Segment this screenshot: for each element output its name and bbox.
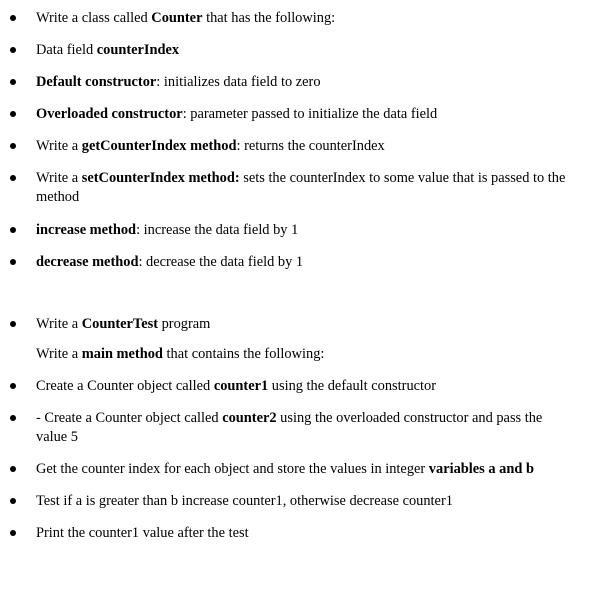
- list-item: Data field counterIndex: [36, 42, 180, 58]
- list-item: Create a Counter object called counter1 using the default constructor: [36, 378, 437, 394]
- paragraph: Write a main method that contains the following:: [36, 346, 325, 362]
- bullet-icon: [10, 259, 16, 265]
- bullet-icon: [10, 47, 16, 53]
- list-item: - Create a Counter object called counter2 using the overloaded constructor and pass the value 5: [36, 410, 543, 445]
- list-item: Get the counter index for each object and store the values in integer variables a and b: [36, 461, 534, 477]
- bullet-icon: [10, 111, 16, 117]
- list-item: Test if a is greater than b increase counter1, otherwise decrease counter1: [36, 493, 453, 509]
- list-item: Default constructor: initializes data field to zero: [36, 74, 321, 90]
- list-item: Write a setCounterIndex method: sets the counterIndex to some value that is passed to the method: [36, 170, 566, 205]
- list-item: Write a CounterTest program: [36, 316, 211, 332]
- bullet-icon: [10, 530, 16, 536]
- bullet-icon: [10, 383, 16, 389]
- bullet-icon: [10, 498, 16, 504]
- bullet-icon: [10, 15, 16, 21]
- bullet-icon: [10, 79, 16, 85]
- bullet-icon: [10, 143, 16, 149]
- list-item: decrease method: decrease the data field by 1: [36, 254, 304, 270]
- bullet-icon: [10, 466, 16, 472]
- list-item: Overloaded constructor: parameter passed to initialize the data field: [36, 106, 438, 122]
- bullet-icon: [10, 415, 16, 421]
- bullet-icon: [10, 321, 16, 327]
- list-item: increase method: increase the data field by 1: [36, 222, 299, 238]
- list-item: Write a getCounterIndex method: returns the counterIndex: [36, 138, 385, 154]
- list-item: Print the counter1 value after the test: [36, 525, 249, 541]
- bullet-icon: [10, 175, 16, 181]
- list-item: Write a class called Counter that has the following:: [36, 10, 336, 26]
- bullet-icon: [10, 227, 16, 233]
